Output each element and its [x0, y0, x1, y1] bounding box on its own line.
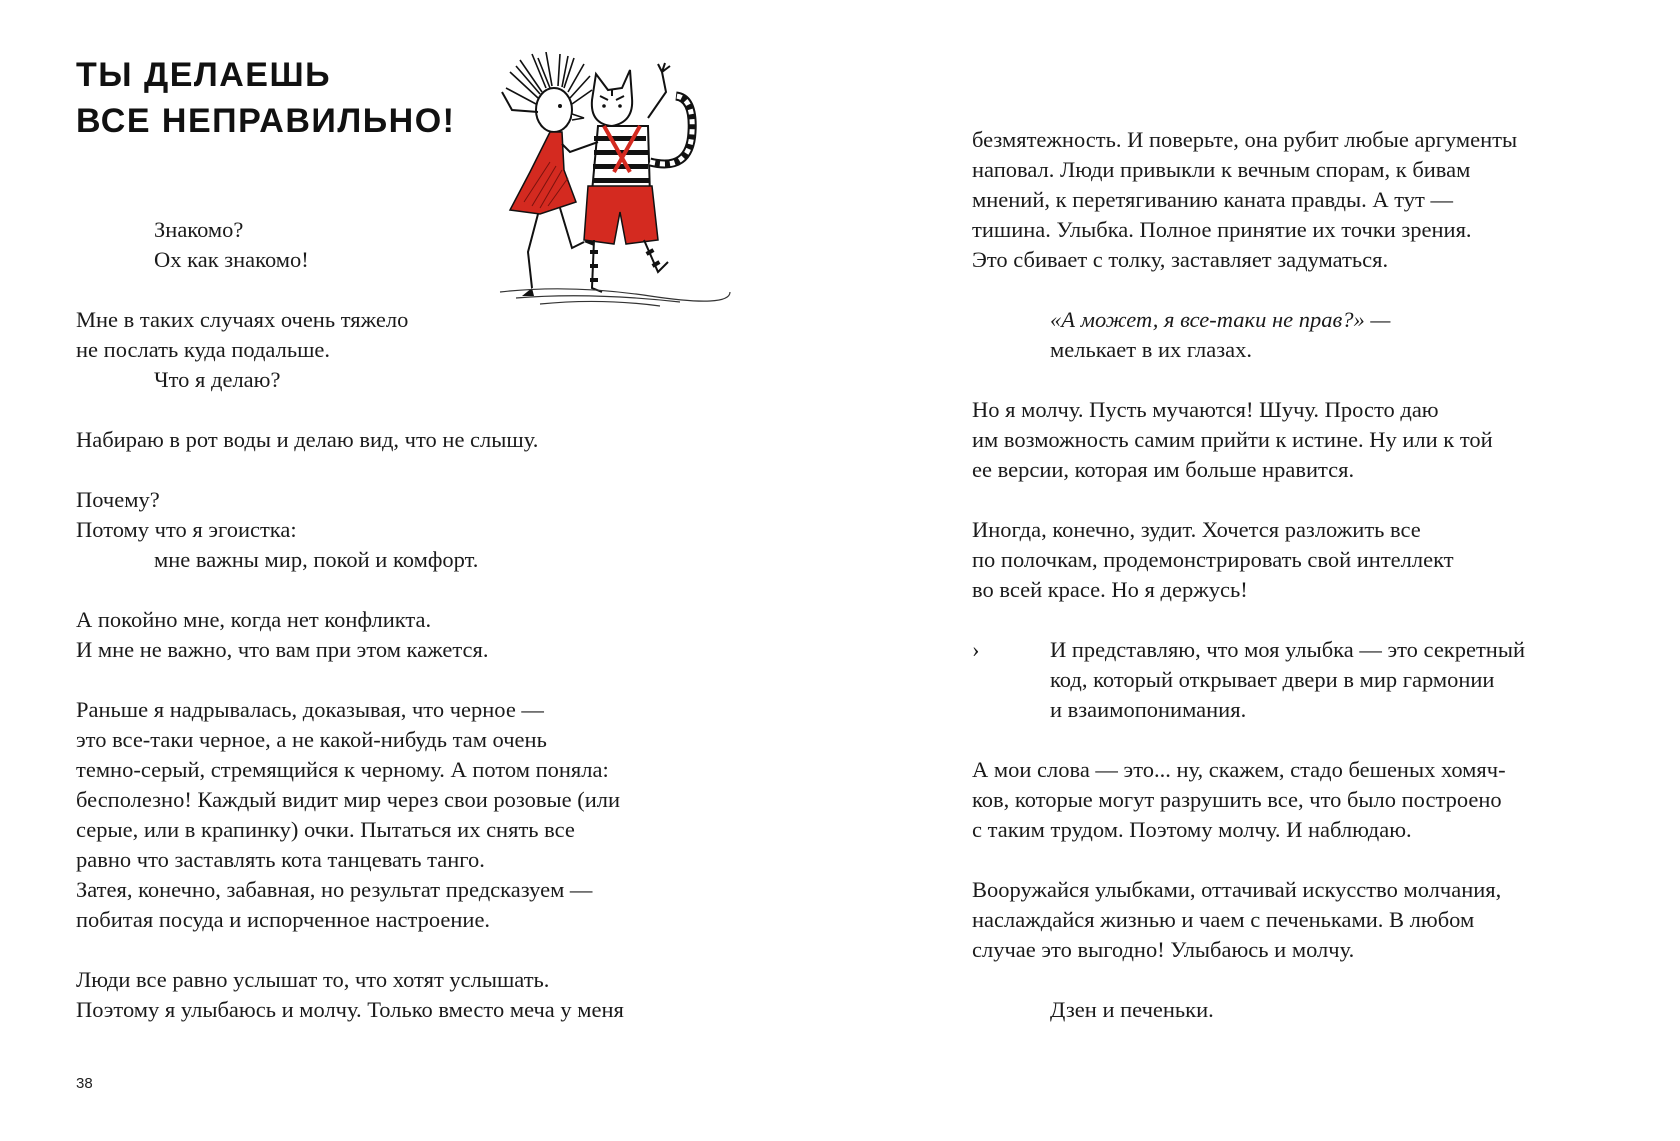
paragraph-line: ее версии, которая им больше нравится.: [972, 457, 1355, 482]
paragraph-line: Что я делаю?: [154, 367, 281, 392]
paragraph-line: темно-серый, стремящийся к черному. А потом поняла:: [76, 757, 609, 782]
paragraph-line: тишина. Улыбка. Полное принятие их точки зрения.: [972, 217, 1472, 242]
paragraph-line: Поэтому я улыбаюсь и молчу. Только вместо меча у меня: [76, 997, 624, 1022]
title-line-2: ВСЕ НЕПРАВИЛЬНО!: [76, 102, 456, 140]
paragraph-line: Раньше я надрывалась, доказывая, что черное —: [76, 697, 544, 722]
paragraph-line: Почему?: [76, 487, 160, 512]
hedgehog-head: [536, 88, 572, 132]
paragraph-line: равно что заставлять кота танцевать танго.: [76, 847, 485, 872]
paragraph-line: И мне не важно, что вам при этом кажется.: [76, 637, 489, 662]
paragraph-line: с таким трудом. Поэтому молчу. И наблюдаю.: [972, 817, 1412, 842]
paragraph-line: А мои слова — это... ну, скажем, стадо бешеных хомяч-: [972, 757, 1506, 782]
paragraph-line: А покойно мне, когда нет конфликта.: [76, 607, 432, 632]
paragraph-line: безмятежность. И поверьте, она рубит любые аргументы: [972, 127, 1518, 152]
page-number: 38: [76, 1075, 93, 1092]
paragraph-line: И представляю, что моя улыбка — это секретный: [1050, 637, 1526, 662]
paragraph-line: по полочкам, продемонстрировать свой интеллект: [972, 547, 1454, 572]
paragraph-line: мелькает в их глазах.: [1050, 337, 1252, 362]
italic-quote-line: «А может, я все-таки не прав?» —: [1050, 307, 1391, 332]
left-column-text: [76, 215, 756, 1025]
paragraph-line: наповал. Люди привыкли к вечным спорам, к бивам: [972, 157, 1471, 182]
right-column-text: [972, 125, 1632, 1025]
paragraph-line: Вооружайся улыбками, оттачивай искусство молчания,: [972, 877, 1502, 902]
paragraph-line: бесполезно! Каждый видит мир через свои розовые (или: [76, 787, 621, 812]
paragraph-line: мнений, к перетягиванию каната правды. А тут —: [972, 187, 1453, 212]
title-line-1: ТЫ ДЕЛАЕШЬ: [76, 56, 332, 94]
paragraph-line: Знакомо?: [154, 217, 244, 242]
paragraph-line: Набираю в рот воды и делаю вид, что не слышу.: [76, 427, 539, 452]
paragraph-line: Люди все равно услышат то, что хотят услышать.: [76, 967, 550, 992]
paragraph-line: Дзен и печеньки.: [1050, 997, 1214, 1022]
paragraph-line: не послать куда подальше.: [76, 337, 331, 362]
paragraph-line: Мне в таких случаях очень тяжело: [76, 307, 409, 332]
paragraph-line: и взаимопонимания.: [1050, 697, 1247, 722]
paragraph-line: Иногда, конечно, зудит. Хочется разложить все: [972, 517, 1421, 542]
bullet-paragraph: [972, 635, 1632, 665]
paragraph-line: Это сбивает с толку, заставляет задуматься.: [972, 247, 1389, 272]
cat-head: [592, 70, 632, 126]
paragraph-line: ков, которые могут разрушить все, что было построено: [972, 787, 1502, 812]
page-title: [76, 52, 455, 144]
paragraph-line: им возможность самим прийти к истине. Ну или к той: [972, 427, 1493, 452]
paragraph-line: случае это выгодно! Улыбаюсь и молчу.: [972, 937, 1355, 962]
paragraph-line: Ох как знакомо!: [154, 247, 309, 272]
paragraph-line: это все-таки черное, а не какой-нибудь там очень: [76, 727, 547, 752]
bullet-chevron-icon: ›: [972, 637, 980, 662]
paragraph-line: Потому что я эгоистка:: [76, 517, 297, 542]
paragraph-line: мне важны мир, покой и комфорт.: [154, 547, 479, 572]
paragraph-line: во всей красе. Но я держусь!: [972, 577, 1248, 602]
paragraph-line: побитая посуда и испорченное настроение.: [76, 907, 491, 932]
paragraph-line: код, который открывает двери в мир гармонии: [1050, 667, 1495, 692]
paragraph-line: Но я молчу. Пусть мучаются! Шучу. Просто даю: [972, 397, 1439, 422]
paragraph-line: Затея, конечно, забавная, но результат предсказуем —: [76, 877, 593, 902]
paragraph-line: наслаждайся жизнью и чаем с печеньками. В любом: [972, 907, 1475, 932]
paragraph-line: серые, или в крапинку) очки. Пытаться их снять все: [76, 817, 575, 842]
